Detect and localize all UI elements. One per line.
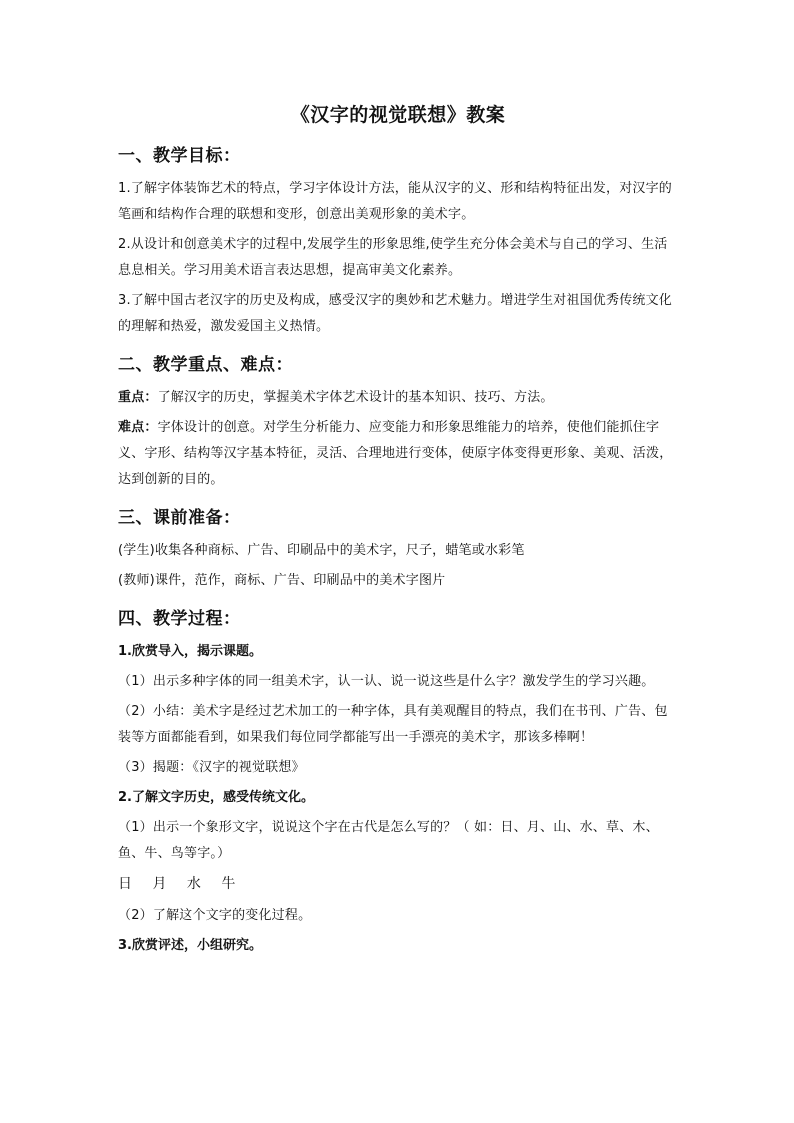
section-process-heading: 四、教学过程： bbox=[118, 609, 241, 629]
objective-item: 2.从设计和创意美术字的过程中,发展学生的形象思维,使学生充分体会美术与自己的学习、生活息息相关。学习用美术语言表达思想，提高审美文化素养。 bbox=[118, 237, 668, 278]
step1-item: （1）出示多种字体的同一组美术字，认一认、说一说这些是什么字？激发学生的学习兴趣。 bbox=[118, 674, 655, 689]
example-characters: 日 月 水 牛 bbox=[118, 876, 244, 892]
key-point-text: 了解汉字的历史，掌握美术字体艺术设计的基本知识、技巧、方法。 bbox=[157, 390, 554, 405]
step2-item: （2）了解这个文字的变化过程。 bbox=[118, 908, 312, 923]
objective-item: 3.了解中国古老汉字的历史及构成，感受汉字的奥妙和艺术魅力。增进学生对祖国优秀传统文化的理解和热爱，激发爱国主义热情。 bbox=[118, 293, 673, 334]
step2-item: （1）出示一个象形文字，说说这个字在古代是怎么写的？（ 如：日、月、山、水、草、木、鱼、牛、鸟等字。） bbox=[118, 820, 659, 861]
step1-item: （3）揭题：《汉字的视觉联想》 bbox=[118, 760, 305, 775]
section-objectives-heading: 一、教学目标： bbox=[118, 146, 241, 166]
section-preparation-heading: 三、课前准备： bbox=[118, 508, 241, 528]
document-title: 《汉字的视觉联想》教案 bbox=[290, 104, 506, 126]
student-preparation: (学生)收集各种商标、广告、印刷品中的美术字，尺子，蜡笔或水彩笔 bbox=[118, 543, 525, 558]
step3-title: 3.欣赏评述，小组研究。 bbox=[118, 938, 262, 953]
teacher-preparation: (教师)课件，范作，商标、广告、印刷品中的美术字图片 bbox=[118, 573, 446, 588]
difficulty-text: 字体设计的创意。对学生分析能力、应变能力和形象思维能力的培养，使他们能抓住字义、字形、结构等汉字基本特征，灵活、合理地进行变体，使原字体变得更形象、美观、活泼，达到创新的目的。 bbox=[118, 420, 673, 487]
section-key-points-heading: 二、教学重点、难点： bbox=[118, 355, 293, 375]
difficulty-label: 难点： bbox=[118, 420, 158, 435]
key-point-paragraph bbox=[118, 385, 678, 411]
step1-title: 1.欣赏导入，揭示课题。 bbox=[118, 644, 262, 659]
key-point-label: 重点： bbox=[118, 390, 158, 405]
difficulty-paragraph bbox=[118, 415, 678, 493]
objective-item: 1.了解字体装饰艺术的特点，学习字体设计方法，能从汉字的义、形和结构特征出发，对汉字的笔画和结构作合理的联想和变形，创意出美观形象的美术字。 bbox=[118, 181, 673, 222]
lesson-plan-page bbox=[118, 100, 678, 963]
step1-item: （2）小结：美术字是经过艺术加工的一种字体，具有美观醒目的特点，我们在书刊、广告、包装等方面都能看到，如果我们每位同学都能写出一手漂亮的美术字，那该多棒啊！ bbox=[118, 704, 668, 745]
step2-title: 2.了解文字历史，感受传统文化。 bbox=[118, 790, 314, 805]
